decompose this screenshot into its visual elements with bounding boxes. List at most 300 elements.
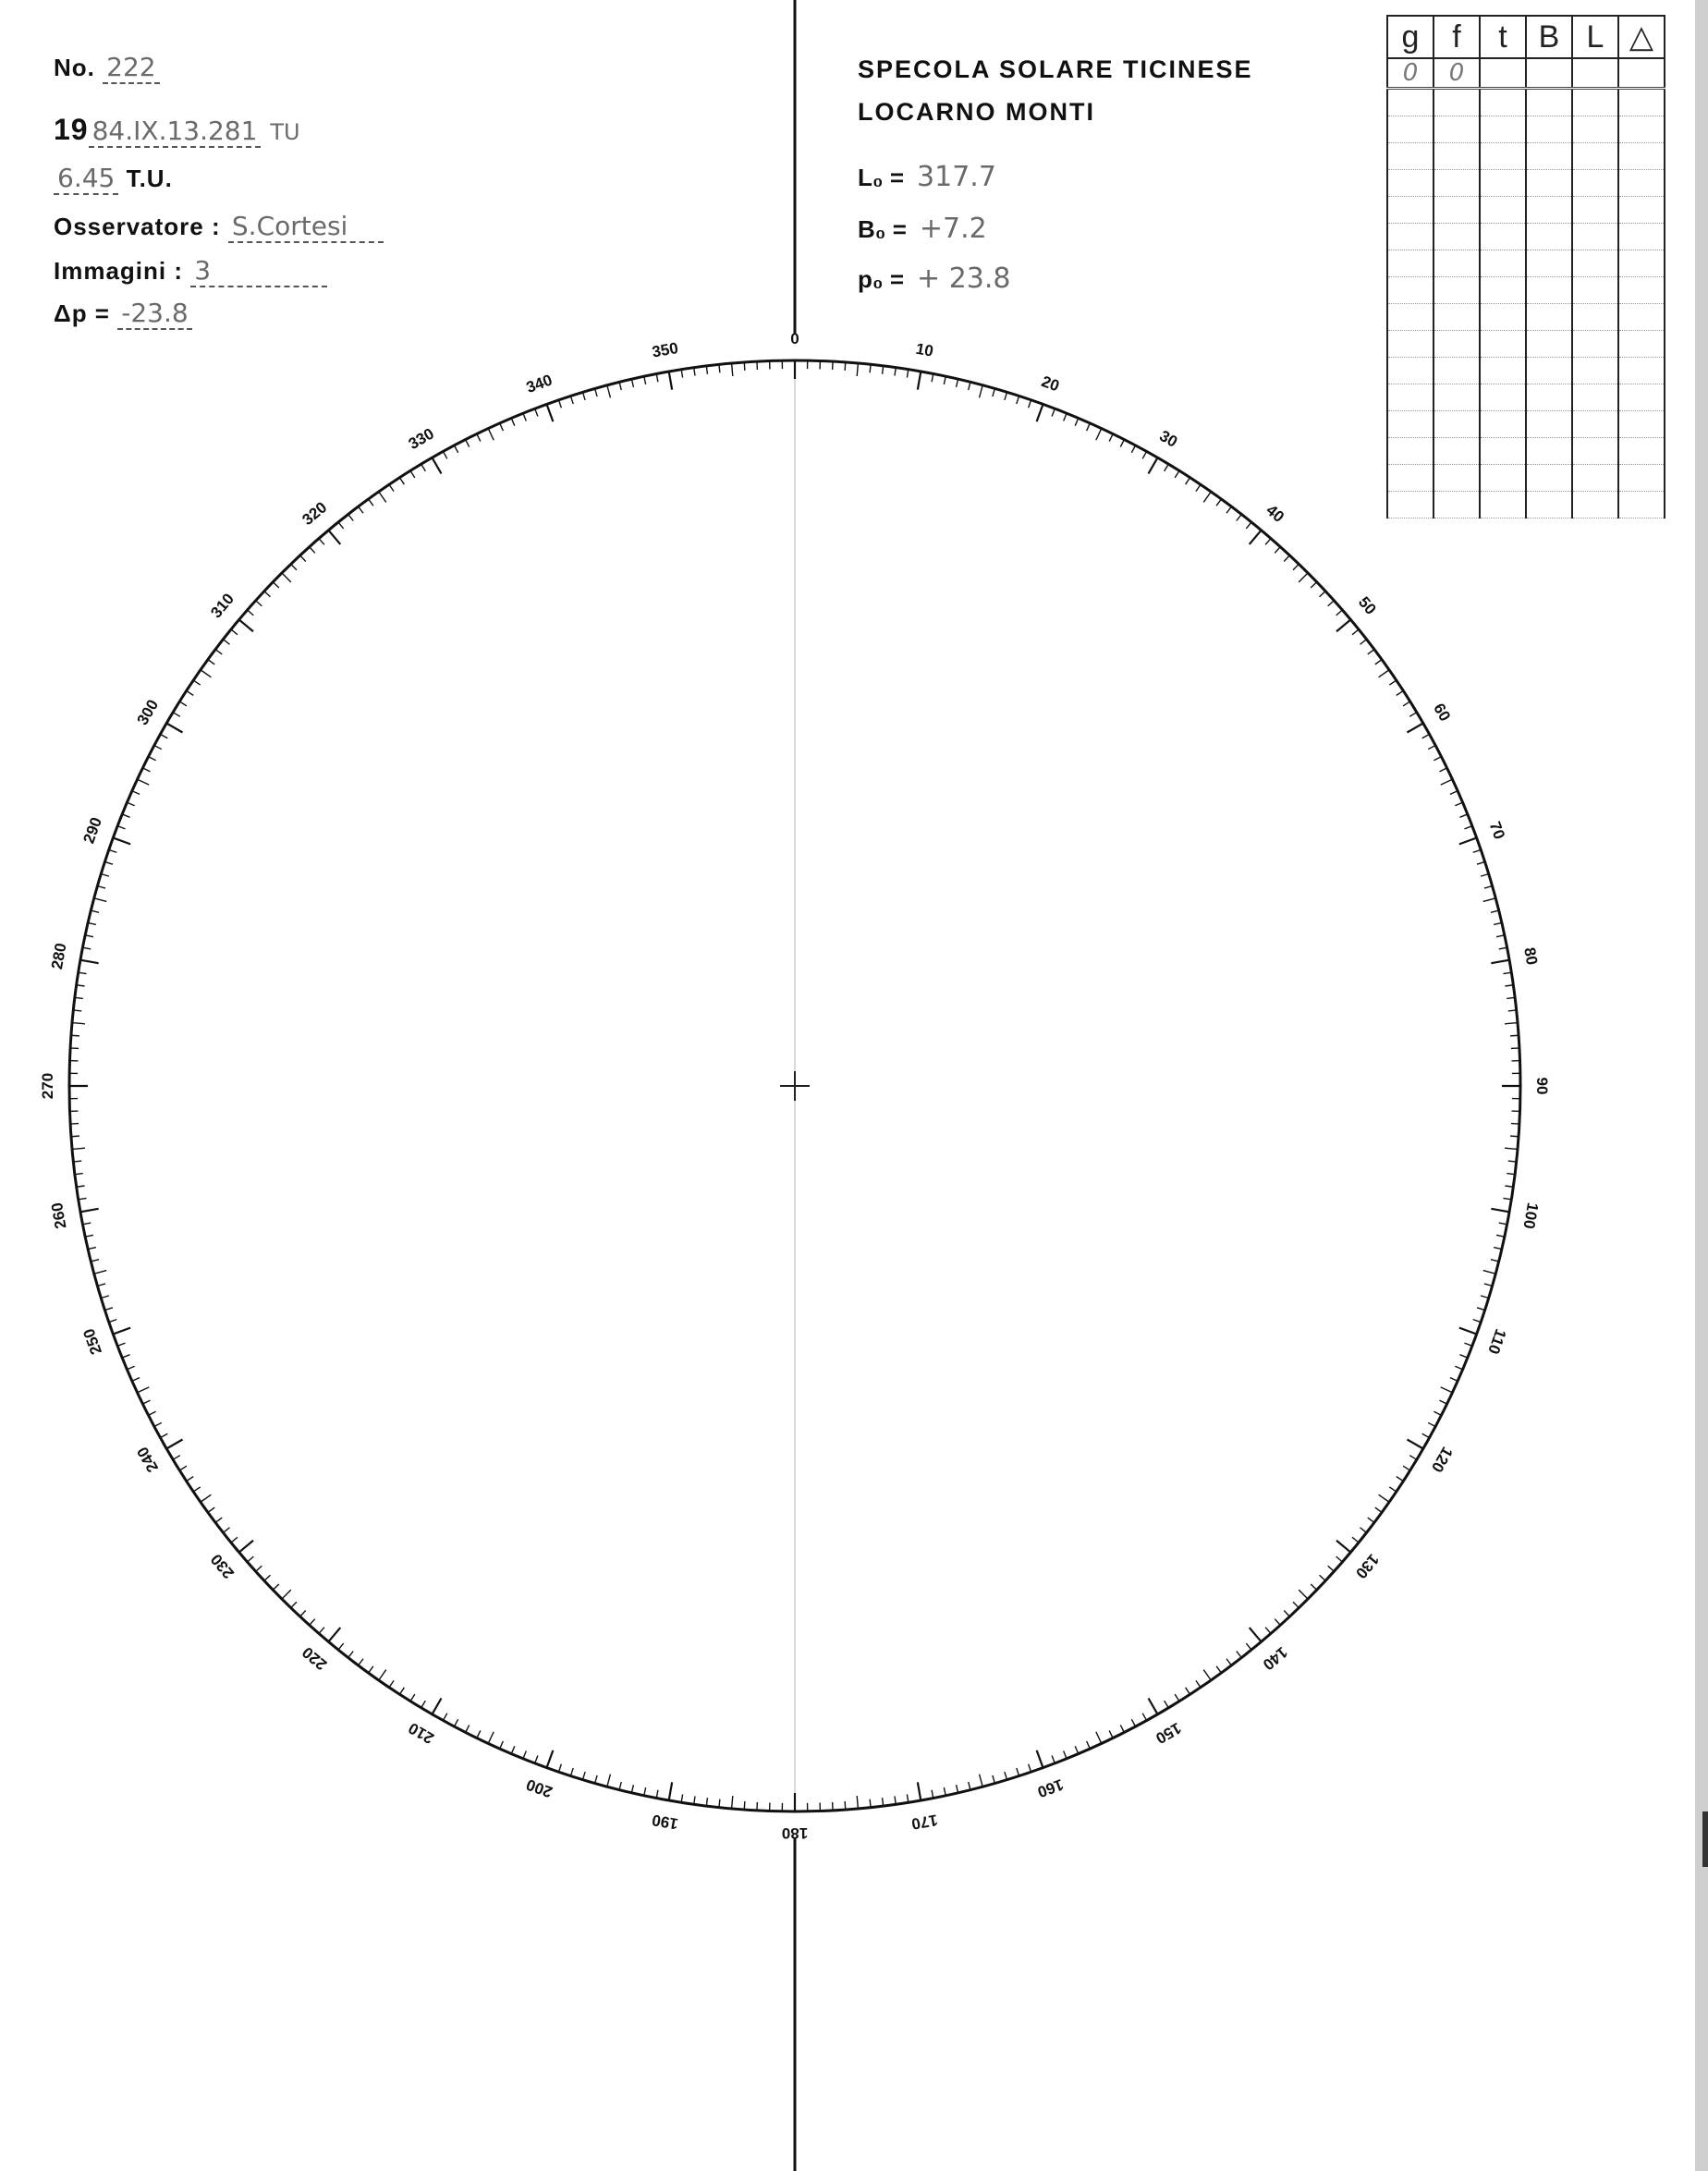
- degree-tick: [215, 650, 222, 654]
- degree-tick: [570, 396, 573, 404]
- degree-tick: [88, 922, 96, 924]
- degree-tick: [1320, 592, 1326, 597]
- degree-tick: [535, 1755, 538, 1762]
- degree-tick: [1005, 1772, 1007, 1780]
- degree-tick: [1186, 1688, 1190, 1695]
- degree-tick: [1284, 1611, 1289, 1617]
- degree-tick: [500, 1741, 504, 1749]
- degree-tick: [433, 1699, 442, 1714]
- degree-tick: [1434, 1411, 1441, 1415]
- degree-tick: [1064, 413, 1067, 421]
- degree-tick: [1481, 873, 1489, 876]
- l0-value: 317.7: [917, 161, 996, 193]
- degree-tick: [1311, 582, 1316, 588]
- degree-tick: [248, 1556, 254, 1562]
- degree-tick: [264, 592, 271, 597]
- observer-label: Osservatore :: [54, 213, 221, 240]
- degree-tick: [291, 564, 297, 569]
- cell-f: 0: [1434, 58, 1480, 89]
- degree-tick: [1328, 601, 1335, 606]
- degree-tick: [166, 1440, 182, 1449]
- degree-tick: [488, 1732, 494, 1744]
- degree-tick: [142, 768, 150, 772]
- degree-tick: [433, 457, 442, 473]
- degree-tick: [1142, 1714, 1146, 1721]
- degree-tick: [300, 555, 306, 562]
- degree-label: 270: [39, 1072, 56, 1100]
- degree-tick: [558, 400, 561, 409]
- degree-tick: [82, 1223, 91, 1225]
- degree-tick: [1484, 1284, 1493, 1286]
- degree-tick: [273, 582, 278, 588]
- degree-tick: [644, 376, 646, 384]
- degree-tick: [1075, 1746, 1079, 1753]
- degree-tick: [619, 1782, 621, 1790]
- images-value: 3: [190, 255, 327, 287]
- number-value: 222: [103, 52, 159, 84]
- degree-label: 40: [1263, 501, 1288, 527]
- degree-label: 290: [79, 814, 106, 847]
- degree-label: 20: [1039, 372, 1062, 396]
- degree-tick: [142, 1400, 150, 1404]
- degree-tick: [122, 814, 129, 817]
- degree-tick: [1149, 1699, 1158, 1714]
- degree-tick: [1459, 814, 1467, 817]
- degree-tick: [857, 363, 858, 376]
- degree-tick: [1075, 418, 1079, 425]
- degree-tick: [85, 935, 93, 937]
- degree-tick: [644, 1787, 646, 1796]
- degree-tick: [1491, 1260, 1499, 1262]
- degree-tick: [607, 385, 611, 398]
- degree-tick: [1505, 1148, 1518, 1149]
- degree-tick: [1250, 1628, 1262, 1641]
- degree-tick: [719, 364, 720, 372]
- degree-tick: [1450, 791, 1458, 795]
- degree-tick: [595, 388, 597, 396]
- degree-tick: [160, 734, 167, 738]
- degree-tick: [1397, 1477, 1404, 1482]
- degree-tick: [104, 861, 113, 864]
- degree-tick: [1422, 1433, 1430, 1437]
- degree-tick: [1237, 514, 1242, 520]
- degree-tick: [1508, 1161, 1517, 1162]
- degree-tick: [223, 1528, 229, 1533]
- degree-tick: [154, 1422, 162, 1426]
- degree-label: 30: [1156, 426, 1181, 451]
- degree-tick: [1450, 1378, 1458, 1382]
- degree-tick: [1491, 1209, 1509, 1212]
- degree-tick: [239, 1541, 253, 1553]
- degree-tick: [379, 1670, 386, 1680]
- degree-tick: [744, 1801, 745, 1810]
- degree-tick: [969, 382, 970, 390]
- degree-tick: [1087, 1741, 1091, 1749]
- degree-tick: [1165, 464, 1169, 471]
- degree-tick: [1037, 1750, 1043, 1768]
- degree-tick: [1408, 724, 1423, 733]
- degree-tick: [1250, 531, 1262, 544]
- degree-tick: [619, 382, 621, 390]
- degree-tick: [160, 1433, 167, 1437]
- degree-tick: [73, 1161, 81, 1162]
- degree-tick: [1293, 564, 1299, 569]
- b0-label: B₀ =: [858, 215, 907, 243]
- degree-label: 90: [1533, 1077, 1551, 1095]
- degree-label: 300: [133, 696, 163, 728]
- degree-tick: [1246, 1643, 1251, 1650]
- degree-label: 80: [1520, 945, 1542, 967]
- degree-tick: [300, 1611, 306, 1617]
- degree-tick: [94, 1271, 107, 1275]
- degree-tick: [138, 779, 150, 785]
- degree-tick: [1473, 849, 1482, 852]
- degree-tick: [208, 1507, 214, 1512]
- degree-tick: [1389, 1487, 1396, 1492]
- degree-tick: [631, 1785, 633, 1793]
- degree-tick: [1226, 1659, 1231, 1665]
- degree-tick: [1029, 1764, 1031, 1773]
- degree-tick: [932, 373, 933, 382]
- degree-tick: [1409, 713, 1417, 717]
- degree-tick: [1491, 910, 1499, 912]
- degree-tick: [1216, 1666, 1221, 1673]
- b0-value: +7.2: [919, 213, 987, 245]
- degree-tick: [1052, 409, 1055, 416]
- degree-tick: [1477, 1308, 1485, 1311]
- date-suffix: TU: [270, 119, 300, 145]
- degree-tick: [149, 757, 156, 761]
- degree-tick: [1265, 1628, 1271, 1634]
- degree-tick: [466, 1725, 470, 1732]
- degree-tick: [1196, 484, 1201, 491]
- degree-tick: [359, 506, 363, 513]
- degree-tick: [1459, 838, 1477, 845]
- degree-tick: [264, 1575, 271, 1580]
- degree-tick: [113, 1328, 130, 1335]
- degree-tick: [669, 1782, 672, 1800]
- degree-tick: [80, 960, 99, 963]
- degree-tick: [857, 1796, 858, 1809]
- degree-tick: [319, 539, 324, 545]
- degree-tick: [179, 701, 187, 706]
- degree-tick: [1336, 610, 1343, 616]
- degree-tick: [138, 1387, 150, 1393]
- degree-tick: [132, 791, 140, 795]
- header-b: B: [1526, 16, 1572, 58]
- degree-tick: [1352, 1537, 1359, 1543]
- header-f: f: [1434, 16, 1480, 58]
- degree-tick: [97, 886, 105, 888]
- degree-tick: [1428, 745, 1435, 749]
- degree-label: 70: [1485, 819, 1508, 842]
- degree-tick: [328, 531, 340, 544]
- l0-label: L₀ =: [858, 164, 905, 191]
- degree-tick: [104, 1308, 113, 1311]
- degree-tick: [907, 1794, 908, 1802]
- degree-tick: [109, 849, 117, 852]
- degree-tick: [1368, 650, 1374, 654]
- degree-tick: [1293, 1602, 1299, 1607]
- degree-tick: [681, 1794, 682, 1802]
- degree-tick: [511, 1746, 515, 1753]
- degree-tick: [1403, 1466, 1410, 1470]
- time-label: T.U.: [126, 165, 173, 192]
- degree-tick: [1496, 1235, 1505, 1237]
- degree-tick: [101, 1296, 109, 1299]
- degree-tick: [1017, 1768, 1019, 1776]
- degree-tick: [1275, 547, 1280, 554]
- degree-tick: [1505, 1023, 1518, 1024]
- degree-label: 210: [405, 1718, 437, 1748]
- degree-label: 350: [650, 338, 680, 361]
- degree-tick: [656, 373, 658, 382]
- degree-tick: [73, 1010, 81, 1011]
- degree-tick: [1142, 451, 1146, 458]
- degree-tick: [201, 1494, 211, 1502]
- degree-tick: [231, 1537, 238, 1543]
- degree-tick: [94, 898, 107, 902]
- degree-tick: [389, 1680, 394, 1687]
- degree-tick: [1481, 1296, 1489, 1299]
- degree-tick: [1510, 1035, 1519, 1036]
- degree-tick: [193, 1487, 200, 1492]
- degree-tick: [547, 404, 554, 421]
- degree-tick: [173, 713, 180, 717]
- degree-tick: [1455, 802, 1462, 806]
- degree-tick: [523, 413, 526, 421]
- degree-tick: [1311, 1584, 1316, 1590]
- degree-tick: [1120, 440, 1124, 447]
- degree-tick: [310, 1619, 315, 1626]
- observer-value: S.Cortesi: [228, 211, 384, 243]
- degree-tick: [907, 370, 908, 378]
- degree-tick: [1096, 429, 1102, 441]
- degree-tick: [1397, 690, 1404, 695]
- delta-p-label: Δp =: [54, 299, 110, 327]
- degree-tick: [595, 1775, 597, 1784]
- degree-label: 340: [523, 371, 555, 397]
- degree-tick: [1131, 445, 1135, 453]
- degree-tick: [1299, 573, 1308, 582]
- degree-label: 320: [299, 498, 331, 530]
- degree-tick: [1196, 1680, 1201, 1687]
- degree-tick: [1109, 1730, 1113, 1738]
- degree-tick: [1464, 1343, 1471, 1346]
- degree-tick: [1375, 660, 1382, 665]
- degree-label: 100: [1519, 1201, 1543, 1231]
- degree-tick: [1360, 1528, 1366, 1533]
- degree-tick: [328, 1628, 340, 1641]
- degree-tick: [85, 1235, 93, 1237]
- degree-tick: [1165, 1701, 1169, 1708]
- degree-tick: [500, 423, 504, 431]
- degree-tick: [1352, 629, 1359, 635]
- degree-label: 280: [47, 941, 70, 971]
- degree-tick: [338, 522, 344, 529]
- degree-tick: [1087, 423, 1091, 431]
- degree-tick: [918, 372, 921, 390]
- degree-tick: [348, 1651, 354, 1657]
- degree-tick: [1336, 1541, 1350, 1553]
- degree-tick: [870, 364, 871, 372]
- degree-tick: [1120, 1725, 1124, 1732]
- degree-tick: [535, 409, 538, 416]
- degree-tick: [1284, 555, 1289, 562]
- time-value: 6.45: [54, 163, 118, 195]
- degree-tick: [1368, 1518, 1374, 1522]
- degree-tick: [1496, 935, 1505, 937]
- degree-tick: [547, 1750, 554, 1768]
- degree-tick: [1005, 392, 1007, 400]
- degree-tick: [80, 1209, 99, 1212]
- degree-tick: [582, 1772, 585, 1780]
- degree-label: 180: [781, 1824, 809, 1842]
- degree-tick: [1494, 1248, 1502, 1250]
- degree-tick: [109, 1320, 117, 1323]
- degree-tick: [1459, 1328, 1477, 1335]
- degree-tick: [1379, 1494, 1389, 1502]
- number-label: No.: [54, 54, 95, 81]
- degree-tick: [1131, 1719, 1135, 1726]
- degree-tick: [1409, 1456, 1417, 1460]
- degree-tick: [681, 370, 682, 378]
- observatory-location: LOCARNO MONTI: [858, 98, 1095, 126]
- degree-tick: [1336, 619, 1350, 631]
- degree-tick: [1473, 1320, 1482, 1323]
- degree-tick: [523, 1750, 526, 1758]
- degree-tick: [71, 1136, 79, 1137]
- degree-tick: [1439, 768, 1446, 772]
- degree-tick: [1408, 1440, 1423, 1449]
- degree-tick: [1484, 886, 1493, 888]
- degree-label: 250: [79, 1325, 106, 1358]
- degree-tick: [719, 1799, 720, 1808]
- degree-tick: [845, 362, 846, 371]
- degree-label: 110: [1484, 1326, 1510, 1357]
- degree-tick: [359, 1659, 363, 1665]
- delta-p-value: -23.8: [117, 298, 191, 330]
- degree-label: 200: [523, 1775, 555, 1801]
- degree-tick: [969, 1782, 970, 1790]
- degree-tick: [1186, 478, 1190, 485]
- header-l: L: [1572, 16, 1618, 58]
- degree-tick: [117, 826, 125, 829]
- degree-tick: [1328, 1566, 1335, 1571]
- degree-label: 140: [1259, 1642, 1291, 1674]
- degree-tick: [1477, 861, 1485, 864]
- degree-tick: [1499, 1223, 1507, 1225]
- degree-tick: [91, 1260, 99, 1262]
- degree-tick: [1237, 1651, 1242, 1657]
- degree-tick: [1464, 826, 1471, 829]
- degree-tick: [117, 1343, 125, 1346]
- degree-tick: [1320, 1575, 1326, 1580]
- degree-tick: [1216, 499, 1221, 506]
- degree-tick: [1275, 1619, 1280, 1626]
- degree-tick: [1226, 506, 1231, 513]
- degree-label: 10: [914, 339, 935, 360]
- degree-tick: [79, 972, 87, 973]
- degree-tick: [208, 660, 214, 665]
- degree-label: 120: [1427, 1444, 1457, 1476]
- degree-tick: [944, 376, 946, 384]
- degree-tick: [1439, 1400, 1446, 1404]
- degree-tick: [957, 1785, 958, 1793]
- degree-tick: [399, 478, 404, 485]
- degree-tick: [1052, 1755, 1055, 1762]
- degree-tick: [1434, 757, 1441, 761]
- degree-tick: [1441, 1387, 1453, 1393]
- degree-label: 130: [1351, 1550, 1383, 1582]
- degree-tick: [932, 1790, 933, 1799]
- degree-label: 170: [909, 1811, 940, 1834]
- degree-tick: [369, 499, 373, 506]
- degree-tick: [273, 1584, 278, 1590]
- degree-tick: [732, 363, 733, 376]
- degree-label: 310: [207, 590, 238, 622]
- degree-tick: [488, 429, 494, 441]
- degree-tick: [179, 1466, 187, 1470]
- date-value: 84.IX.13.281: [89, 116, 262, 148]
- degree-tick: [71, 1035, 79, 1036]
- degree-tick: [79, 1198, 87, 1199]
- degree-label: 230: [207, 1550, 238, 1582]
- degree-tick: [1029, 400, 1031, 409]
- degree-tick: [379, 492, 386, 502]
- degree-tick: [1096, 1732, 1102, 1744]
- degree-tick: [1017, 396, 1019, 404]
- degree-tick: [215, 1518, 222, 1522]
- degree-tick: [1503, 1198, 1511, 1199]
- degree-tick: [291, 1602, 297, 1607]
- p0-label: p₀ =: [858, 265, 905, 293]
- degree-label: 60: [1430, 700, 1455, 725]
- degree-tick: [410, 470, 415, 478]
- degree-tick: [1360, 640, 1366, 645]
- observatory-name: SPECOLA SOLARE TICINESE: [858, 55, 1253, 83]
- degree-tick: [187, 1477, 194, 1482]
- degree-tick: [1375, 1507, 1382, 1512]
- degree-tick: [582, 392, 585, 400]
- degree-tick: [1503, 972, 1511, 973]
- header-triangle: △: [1618, 16, 1665, 58]
- degree-tick: [1175, 470, 1179, 478]
- degree-tick: [1246, 522, 1251, 529]
- degree-tick: [744, 362, 745, 371]
- degree-tick: [1064, 1750, 1067, 1758]
- degree-tick: [1510, 1136, 1519, 1137]
- degree-label: 190: [650, 1811, 680, 1834]
- degree-tick: [466, 440, 470, 447]
- degree-tick: [421, 464, 426, 471]
- degree-tick: [443, 1714, 446, 1721]
- degree-tick: [477, 1730, 481, 1738]
- degree-tick: [88, 1248, 96, 1250]
- degree-tick: [399, 1688, 404, 1695]
- degree-tick: [732, 1796, 733, 1809]
- p0-value: + 23.8: [917, 262, 1011, 295]
- degree-tick: [166, 724, 182, 733]
- degree-tick: [187, 690, 194, 695]
- degree-tick: [1441, 779, 1453, 785]
- degree-tick: [1459, 1355, 1467, 1358]
- degree-tick: [845, 1801, 846, 1810]
- degree-tick: [282, 1590, 291, 1599]
- degree-tick: [1499, 947, 1507, 949]
- degree-tick: [82, 947, 91, 949]
- degree-tick: [256, 1566, 262, 1571]
